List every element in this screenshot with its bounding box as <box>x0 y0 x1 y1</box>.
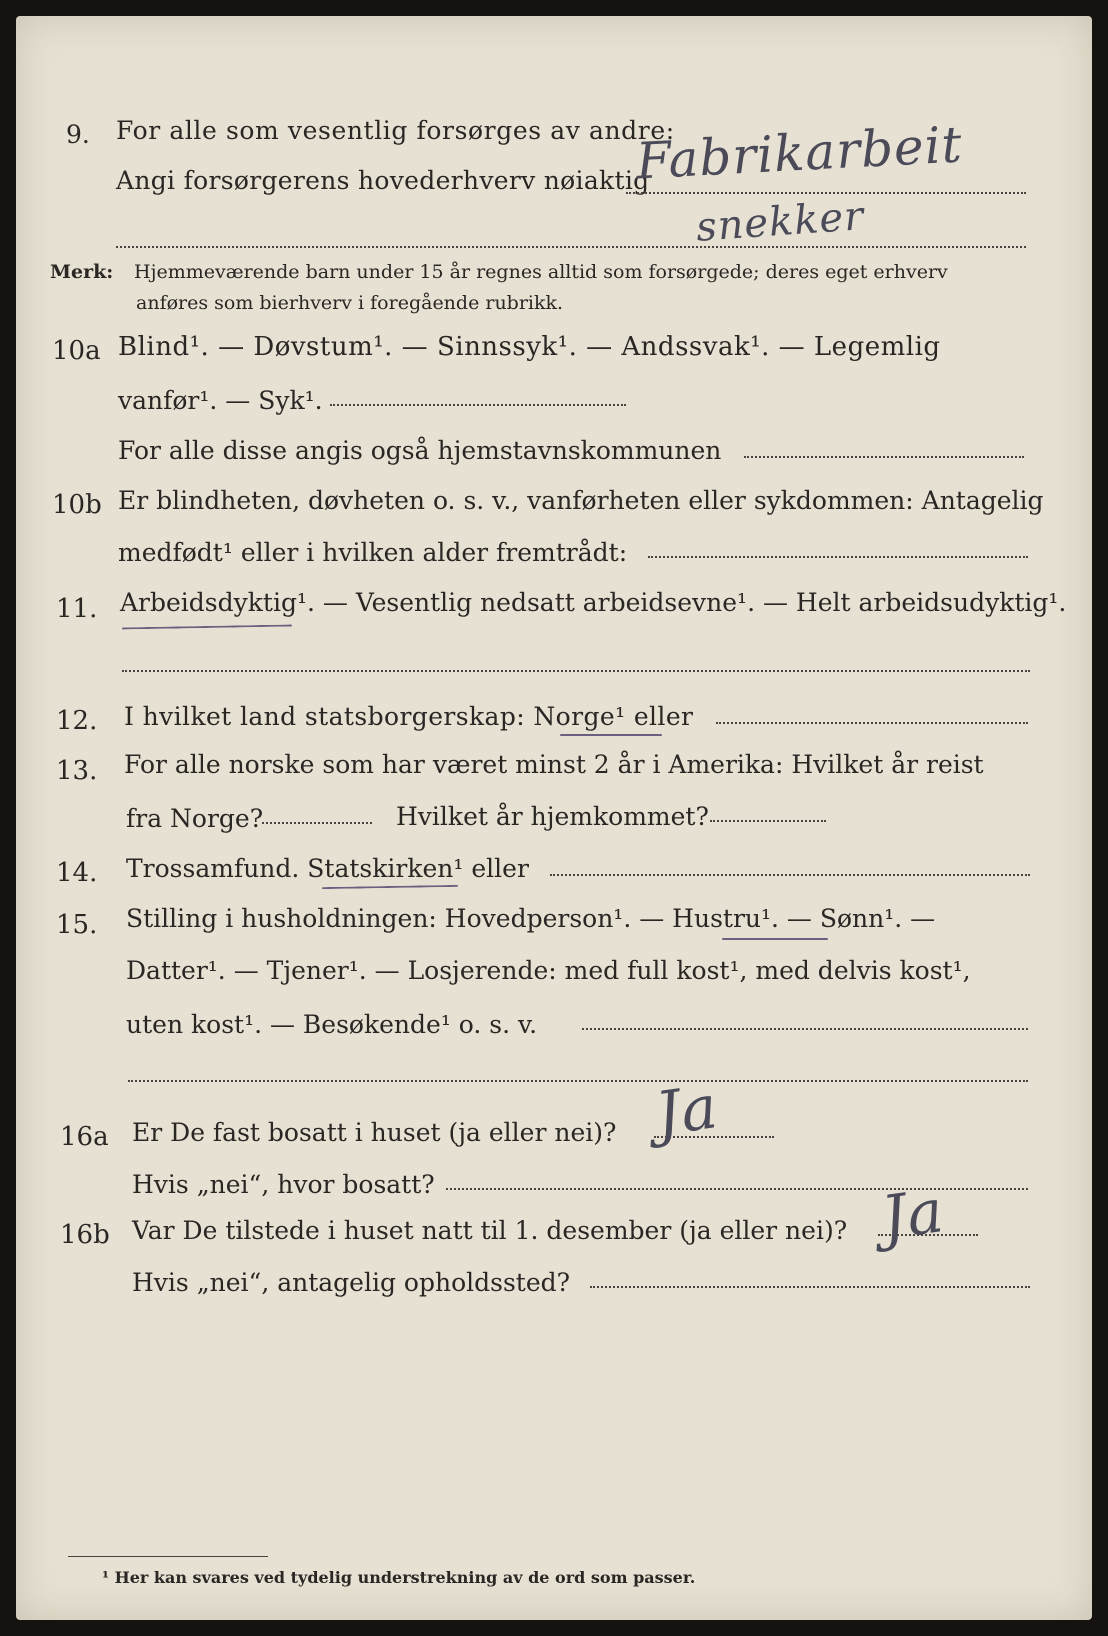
q9-line1: For alle som vesentlig forsørges av andre: <box>116 116 675 145</box>
q16b-line1: Var De tilstede i huset natt til 1. desember (ja eller nei)? <box>132 1216 848 1245</box>
q13-hjemkommet-line <box>710 820 826 822</box>
q9-answer-line <box>626 192 1026 194</box>
q9-handwritten-answer-2: snekker <box>694 193 866 251</box>
q12-underline-norge <box>560 734 662 736</box>
q16a-number: 16a <box>60 1122 109 1152</box>
merk-line1: Hjemmeværende barn under 15 år regnes alltid som forsørgede; deres eget erhverv <box>134 261 948 283</box>
q16a-line2: Hvis „nei“, hvor bosatt? <box>132 1170 435 1199</box>
q16b-handwritten-answer: Ja <box>877 1176 949 1254</box>
q12-answer-line <box>716 722 1028 724</box>
q14-number: 14. <box>56 858 98 888</box>
q9-handwritten-answer-1: Fabrikarbeit <box>634 115 964 191</box>
merk-label: Merk: <box>50 261 114 283</box>
q10a-line1: Blind¹. — Døvstum¹. — Sinnssyk¹. — Andssvak¹. — Legemlig <box>118 332 941 362</box>
q15-answer-line <box>582 1028 1028 1030</box>
q11-answer-line <box>122 670 1030 672</box>
q10b-number: 10b <box>52 490 102 520</box>
footnote-rule <box>68 1556 268 1557</box>
q12-line1: I hvilket land statsborgerskap: Norge¹ eller <box>124 702 694 731</box>
q12-number: 12. <box>56 706 98 736</box>
q9-line2: Angi forsørgerens hovederhverv nøiaktig <box>116 166 650 195</box>
q9-number: 9. <box>66 120 90 149</box>
q9-answer-line-2 <box>116 246 1026 248</box>
q16a-line1: Er De fast bosatt i huset (ja eller nei)? <box>132 1118 617 1147</box>
q11-line1: Arbeidsdyktig¹. — Vesentlig nedsatt arbeidsevne¹. — Helt arbeidsudyktig¹. <box>120 588 1067 617</box>
q16a-handwritten-answer: Ja <box>651 1072 723 1150</box>
q16b-number: 16b <box>60 1220 110 1250</box>
q15-line3: uten kost¹. — Besøkende¹ o. s. v. <box>126 1010 538 1039</box>
q11-number: 11. <box>56 594 98 624</box>
q11-underline-arbeidsdyktig <box>122 625 292 630</box>
q16b-opholdssted-line <box>590 1286 1030 1288</box>
q10b-line2: medfødt¹ eller i hvilken alder fremtrådt: <box>118 538 628 567</box>
merk-line2: anføres som bierhverv i foregående rubrikk. <box>136 292 564 314</box>
q10a-line2: vanfør¹. — Syk¹. <box>118 386 323 415</box>
q13-line2b: Hvilket år hjemkommet? <box>396 802 709 831</box>
q13-line1: For alle norske som har været minst 2 år i Amerika: Hvilket år reist <box>124 750 984 779</box>
q13-reist-line <box>262 822 372 824</box>
q15-underline-hustru <box>722 938 828 940</box>
q14-answer-line <box>550 874 1030 876</box>
census-form-page <box>16 16 1092 1620</box>
q13-line2a: fra Norge? <box>126 804 264 833</box>
footnote: ¹ Her kan svares ved tydelig understrekning av de ord som passer. <box>102 1568 696 1587</box>
q15-line1: Stilling i husholdningen: Hovedperson¹. — Hustru¹. — Sønn¹. — <box>126 904 936 933</box>
q15-number: 15. <box>56 910 98 940</box>
q10b-line1: Er blindheten, døvheten o. s. v., vanførheten eller sykdommen: Antagelig <box>118 486 1044 515</box>
q14-line1: Trossamfund. Statskirken¹ eller <box>126 854 529 883</box>
q10a-number: 10a <box>52 336 101 366</box>
q10a-line3: For alle disse angis også hjemstavnskommunen <box>118 436 722 465</box>
q10a-syk-line <box>330 404 626 406</box>
q13-number: 13. <box>56 756 98 786</box>
q10b-answer-line <box>648 556 1028 558</box>
q10a-hjemstavn-line <box>744 456 1024 458</box>
q14-underline-statskirken <box>322 885 458 889</box>
q15-line2: Datter¹. — Tjener¹. — Losjerende: med full kost¹, med delvis kost¹, <box>126 956 971 985</box>
q16b-line2: Hvis „nei“, antagelig opholdssted? <box>132 1268 571 1297</box>
q15-answer-line-2 <box>128 1080 1028 1082</box>
